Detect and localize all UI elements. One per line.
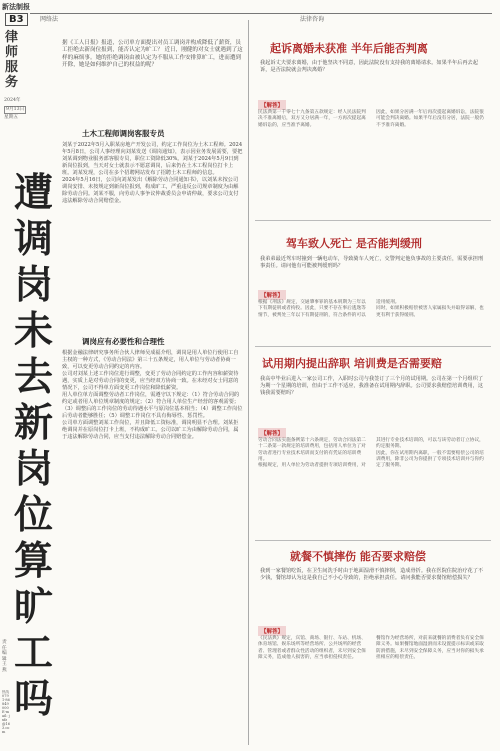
intro-paragraph: 据《工人日报》报道，公司单方面提出对员工调岗并构成降低了薪资，员工拒绝去新岗位报到，能否认定为旷工？ 近日，刚健的对女士就遇到了这样的麻烦事。她的拒绝调岗由被认定为不服从工作安排算旷工，进而遭到开除，她是如何维护自己的权益的呢？ (62, 40, 243, 68)
page-number: B3 (5, 13, 28, 26)
date-md: 9月13日 (4, 106, 26, 114)
date-year: 2024年 (4, 98, 21, 103)
article2-answer: 根据《刑法》规定，交通肇事罪的基本刑期为三年以下有期徒刑或者拘役。因此，只要不存在事后逃逸等情节，被判处三年以下有期徒刑的，符合条件的可以适用缓刑。 同时，如果积极赔偿被害人家属损失并取得谅解，也更有利于获得缓刑。 (258, 300, 484, 318)
paper-name: 新法制报 (2, 3, 30, 11)
column-label-right: 法律咨询 (300, 16, 325, 23)
left-article-subheading: 调岗应有必要性和合理性 (82, 337, 165, 346)
article2-title: 驾车致人死亡 是否能判缓刑 (286, 237, 422, 250)
article1-title: 起诉离婚未获准 半年后能否判离 (270, 42, 428, 55)
article4-title: 就餐不慎摔伤 能否要求赔偿 (290, 550, 426, 563)
article1-lead: 我起诉丈夫要求离婚，由于他坚决不同意，因此法院没有支持我的离婚请求。如果半年后再去起诉，是否法院就会判决离婚？ (260, 60, 478, 73)
article3-answer: 劳动合同法实施条例第十六条规定，劳动合同法第二十二条第一款规定的培训费用，包括用人单位为了对劳动者进行专业技术培训而支付的有凭证的培训费用。 根据规定，用人单位为劳动者提供专项培训费用，对其进行专业技术培训的，可以与该劳动者订立协议，约定服务期。 因此，你在试用期内离职，一般不需要赔偿公司的培训费用，除非公司为你提供了专项技术培训并与你约定了服务期。 (258, 438, 484, 469)
article2-answer-tag: 【解答】 (258, 290, 286, 300)
side-contact: 热线 0791-86849000 E-mail: jxfz@163.com (2, 690, 11, 734)
big-headline: 遭调岗未去新岗位算旷工吗 (14, 170, 54, 722)
article3-lead: 我高中毕业后进入一家公司工作，入职时公司与我签订了三个月的试用期。公司在第一个月组织了为期一个星期的培训，但由于工作不适应，我准备在试用期内辞职。公司要求我赔偿培训费用，这钱我需要赔吗？ (260, 376, 484, 396)
article4-lead: 我到一家餐馆吃饭，在卫生间洗手时由于地面湿滑不慎摔倒，造成骨折。我在医院住院治疗花了不少钱，餐馆却认为这是我自己不小心导致的，拒绝承担责任。请问我能否要求餐馆赔偿损失？ (260, 568, 484, 581)
column-label-left: 网络法 (40, 16, 59, 23)
side-editor: 责任编辑 王 燕 (2, 640, 9, 673)
article4-answer-tag: 【解答】 (258, 626, 286, 636)
left-article-heading: 土木工程师调岗客服专员 (82, 129, 165, 138)
left-article-body2: 根据金融法律研究事务所合伙人律师吴成福介绍，调岗是用人单位行使用工自主权的一种方式，《劳动合同法》第三十五条规定，用人单位与劳动者协商一致，可以变更劳动合同约定的内容。 公司对刘某上述工作岗位进行调整，变更了劳动合同约定的工作内容和薪资待遇，实质上是对劳动合同的变更，应当经双方协商一致。在未经对女士同意的情况下，公司不得单方面变更工作岗位和降低薪资。 用人单位单方面调整劳动者工作岗位，需遵守以下规定：（1）符合劳动合同的约定或者用人单位规章制度的规定；（2）符合用人单位生产经营的客观需要；（3）调整后的工作岗位的劳动待遇水平与原岗位基本相当；（4）调整工作岗位后劳动者能够胜任；（5）调整工作岗位不具有侮辱性、惩罚性。 公司单方面调整刘某工作岗位，并且降低工资标准，调岗明显不合理。刘某拒绝调岗并在原岗位打卡上班，不构成旷工。公司以旷工为由解除劳动合同，属于违法解除劳动合同，应当支付违法解除劳动合同赔偿金。 (62, 350, 243, 440)
section-title: 律师服务 (5, 30, 19, 90)
left-article-body: 刘某于2022年5月入职某房地产开发公司，约定工作岗位为土木工程师。2024年5月8日，公司人事经理向刘某发送《调岗通知》，表示因业务发展需要，要把刘某调到物业服务部客服专员，职位工资降低30%。刘某于2024年5月9日到新岗位报到，当天对女士就表示不愿意调岗，后来仍在土木工程岗位打卡上班。刘某发现，公司在多个招聘网站发布了招聘土木工程师的信息。 2024年5月16日，公司向刘某发出《解除劳动合同通知书》，以刘某未按公司调岗安排、未按规定到新岗位报到，构成旷工，严重违反公司规章制度为由解除劳动合同。刘某不服，向劳动人事争议仲裁委员会申请仲裁，要求公司支付违法解除劳动合同赔偿金。 (62, 142, 243, 204)
article4-answer: 《民法典》规定，宾馆、商场、银行、车站、机场、体育场馆、娱乐场所等经营场所、公共场所的经营者、管理者或者群众性活动的组织者，未尽到安全保障义务，造成他人损害的，应当承担侵权责任。 餐馆作为经营场所，对前来就餐的消费者负有安全保障义务。如果餐馆地面湿滑而未设置提示标识或采取防滑措施，未尽到安全保障义务，应当对你的损失承担相应的赔偿责任。 (258, 636, 484, 660)
article3-answer-tag: 【解答】 (258, 428, 286, 438)
article1-answer-tag: 【解答】 (258, 100, 286, 110)
date-week: 星期五 (4, 115, 19, 120)
article2-lead: 我弟弟最近驾车时撞到一辆电动车，导致骑车人死亡，交警判定他负事故的主要责任，需要承担刑事责任。请问他有可能被判缓刑吗？ (260, 256, 484, 269)
article3-title: 试用期内提出辞职 培训费是否需要赔 (262, 357, 442, 370)
article1-answer: 民法典第一千零七十九条第五款规定：经人民法院判决不准离婚后，双方又分居满一年，一方再次提起离婚诉讼的，应当准予离婚。 因此，如果分居满一年后再次提起离婚诉讼，法院很可能会判决离婚。如果半年后没有分居，法院一般仍不予准许离婚。 (258, 110, 484, 128)
